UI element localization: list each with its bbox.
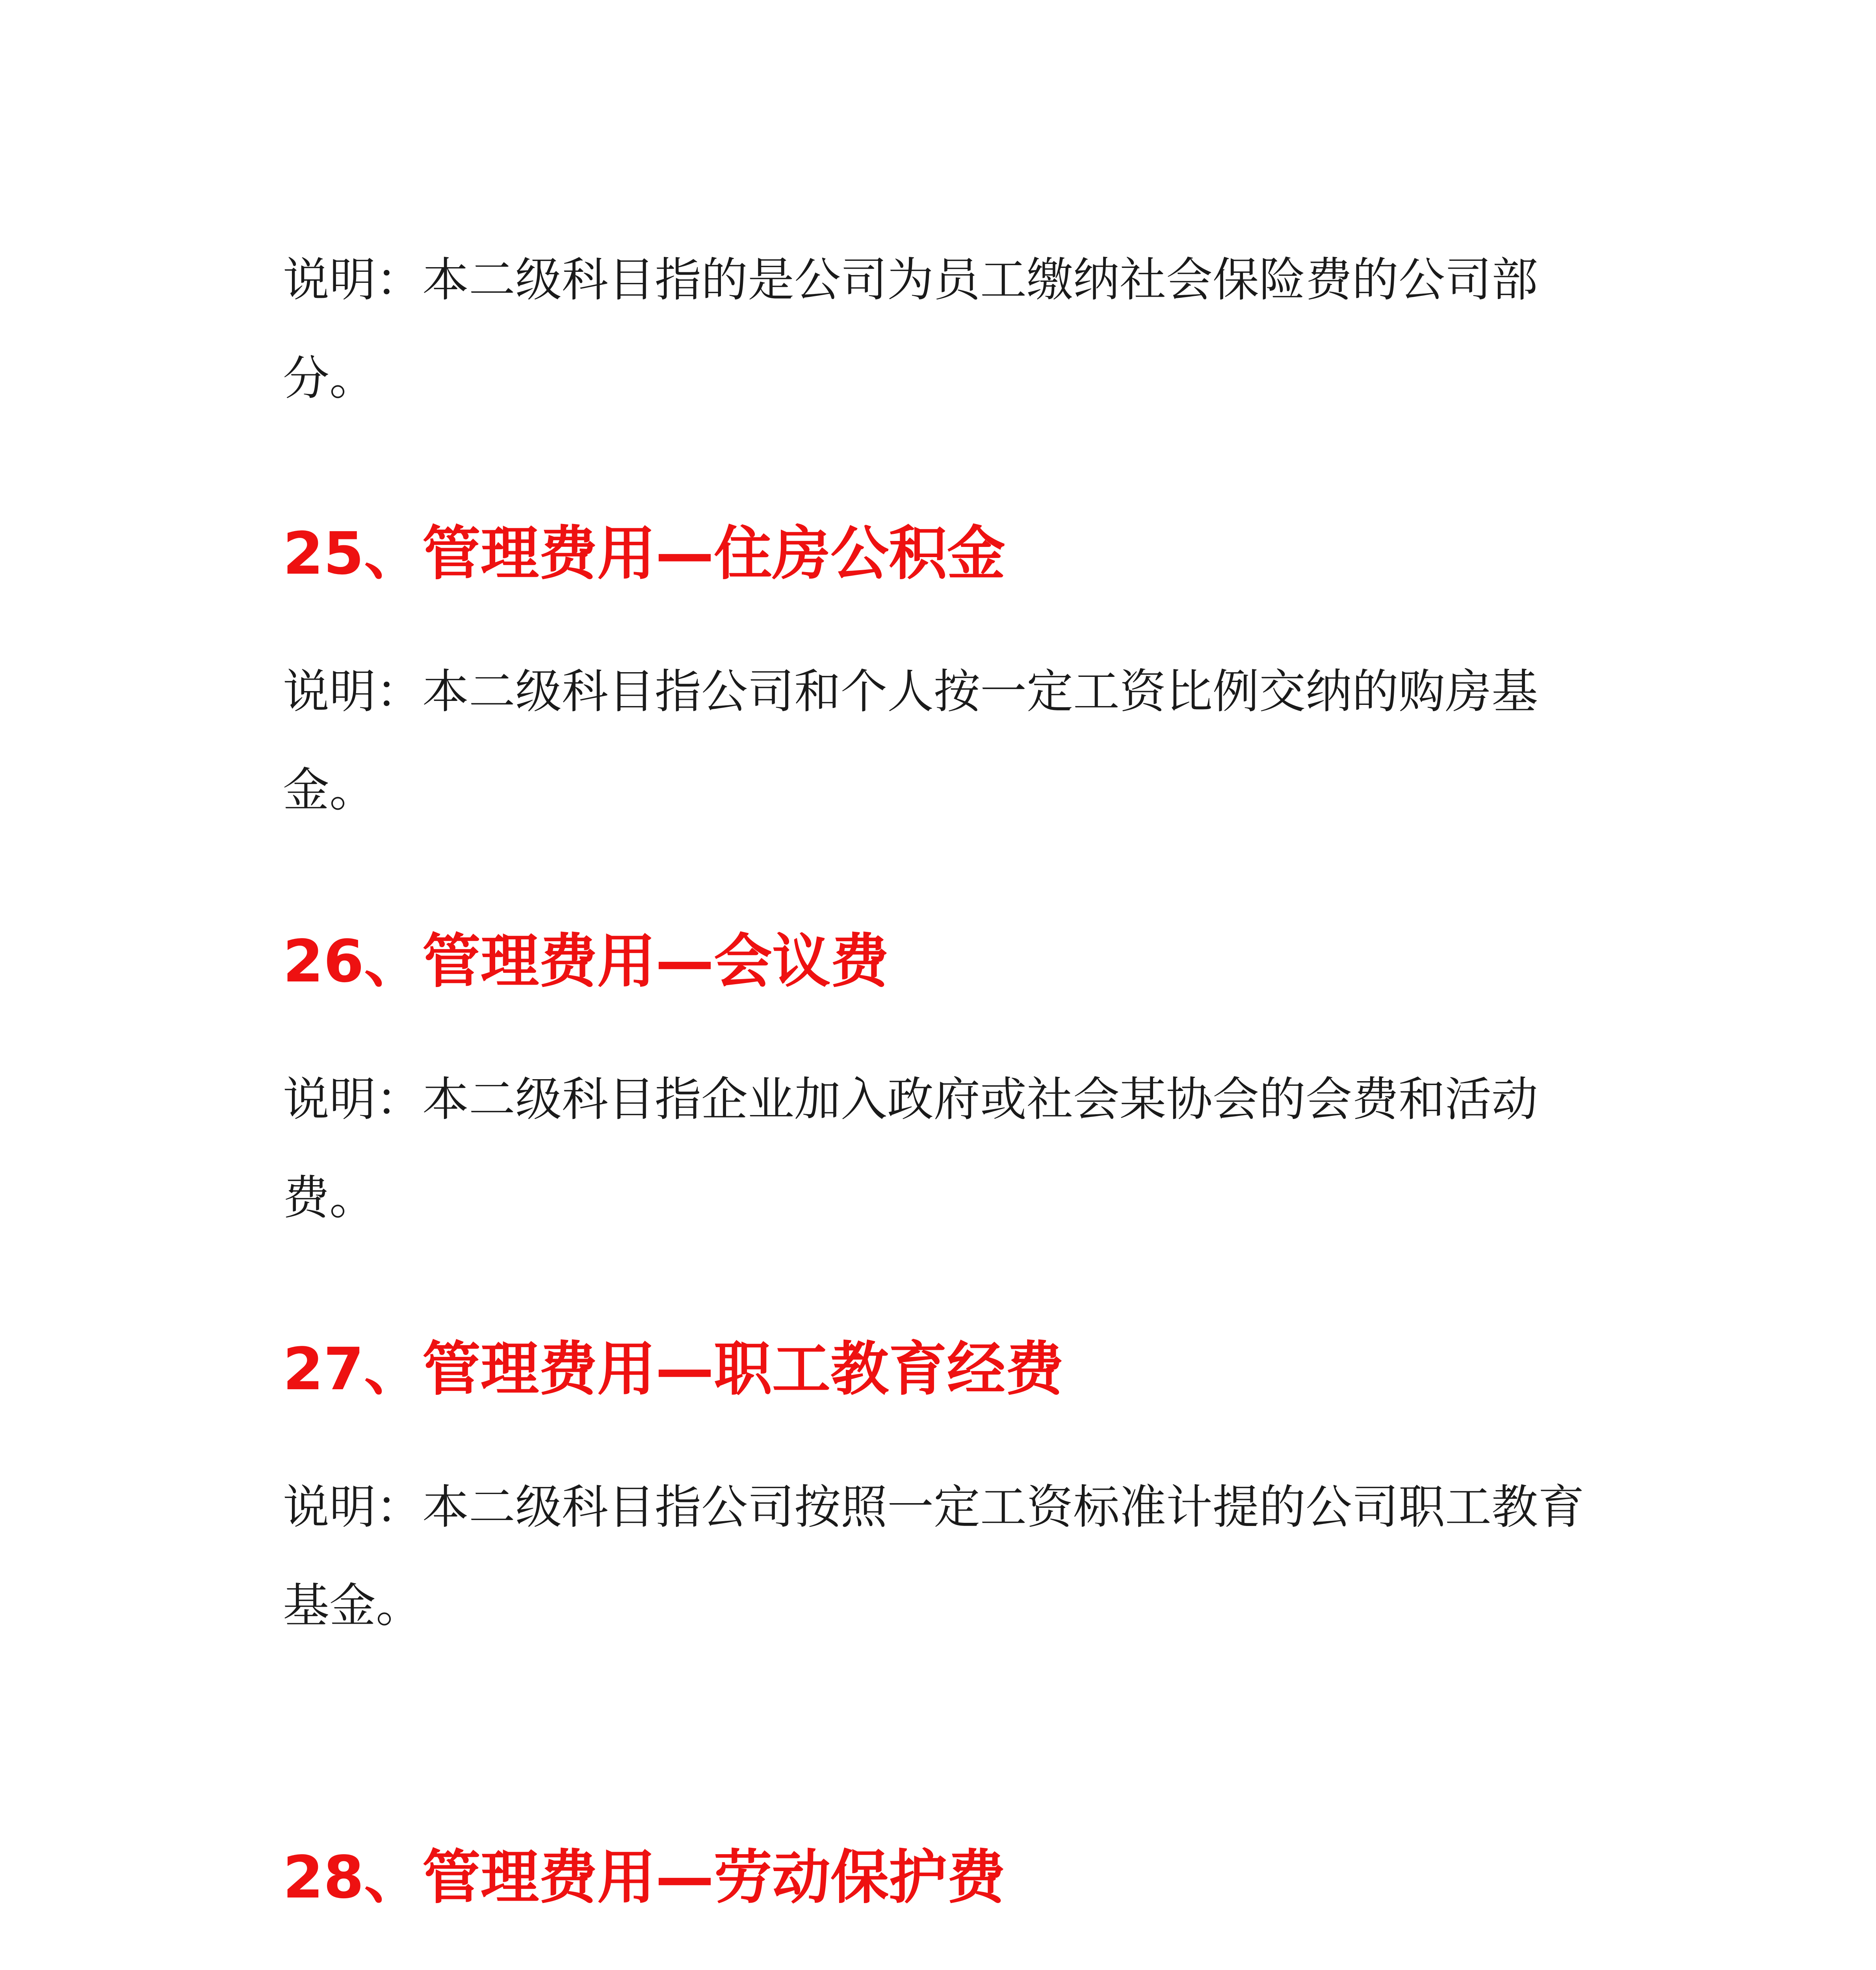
- section-heading-25: 25、管理费用—住房公积金: [283, 520, 1005, 587]
- section-heading-27: 27、管理费用—职工教育经费: [283, 1335, 1064, 1403]
- section-description-28: [283, 1966, 1622, 1970]
- section-description-26: 说明：本二级科目指企业加入政府或社会某协会的会费和活动费。: [283, 1072, 1538, 1225]
- section-description-25: 说明：本二级科目指公司和个人按一定工资比例交纳的购房基金。: [283, 664, 1538, 817]
- section-description-social-insurance: 说明：本二级科目指的是公司为员工缴纳社会保险费的公司部分。: [283, 253, 1538, 405]
- section-heading-28: 28、管理费用—劳动保护费: [283, 1844, 1005, 1911]
- section-heading-26: 26、管理费用—会议费: [283, 927, 889, 995]
- section-description-27: 说明：本二级科目指公司按照一定工资标准计提的公司职工教育基金。: [283, 1480, 1585, 1633]
